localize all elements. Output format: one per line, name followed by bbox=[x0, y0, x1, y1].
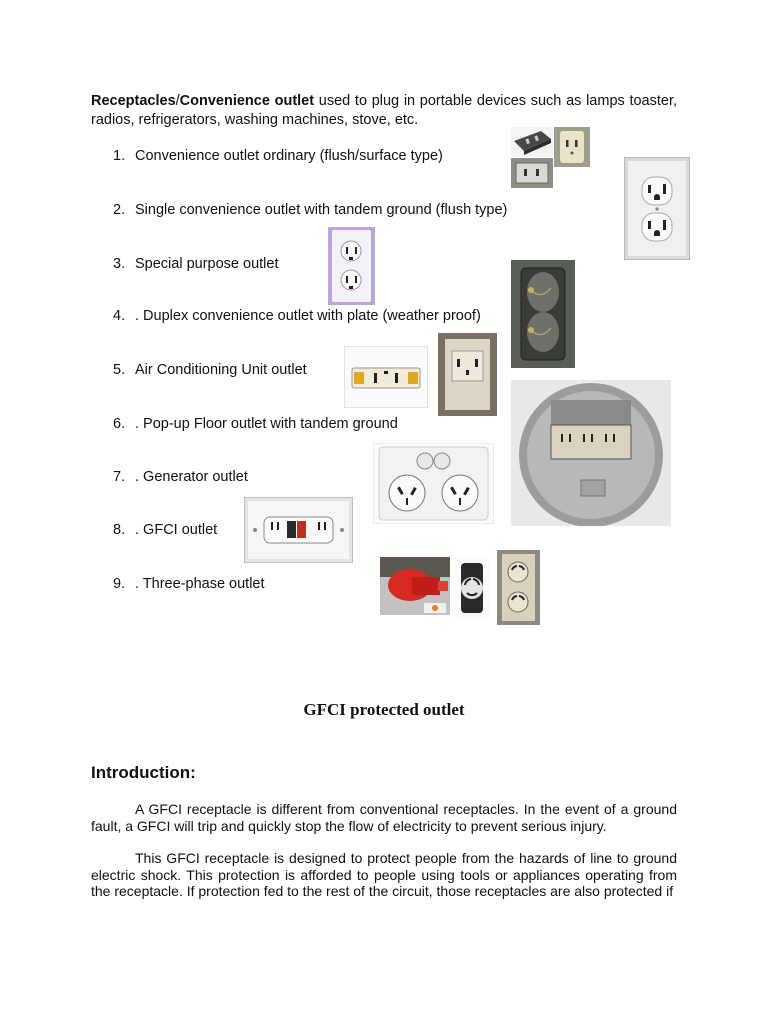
list-item: 7. . Generator outlet bbox=[113, 469, 248, 485]
gfci-outlet-image bbox=[244, 497, 353, 563]
body-paragraph-2: This GFCI receptacle is designed to protect people from the hazards of line to ground electric shock. This protection is afforded to people using tools or appliances operating from the receptacle. If protection fed to the rest of the circuit, those receptacles are also protected if bbox=[91, 850, 677, 899]
list-item: 1. Convenience outlet ordinary (flush/surface type) bbox=[113, 148, 443, 164]
intro-paragraph bbox=[91, 92, 677, 130]
list-item: 8. . GFCI outlet bbox=[113, 522, 218, 538]
list-item: 2. Single convenience outlet with tandem ground (flush type) bbox=[113, 202, 508, 218]
flush-outlet-image bbox=[554, 127, 590, 167]
aircon-outlet-plate-image bbox=[438, 333, 497, 416]
intro-bold-convenience: Convenience outlet bbox=[179, 93, 315, 109]
weatherproof-outlet-image bbox=[511, 260, 575, 368]
introduction-heading: Introduction: bbox=[91, 763, 196, 782]
list-item: 3. Special purpose outlet bbox=[113, 256, 279, 272]
surface-outlet-image bbox=[511, 127, 553, 157]
popup-floor-outlet-image bbox=[511, 380, 671, 526]
single-tandem-outlet-image bbox=[624, 157, 690, 260]
section-title: GFCI protected outlet bbox=[303, 700, 465, 719]
list-item: 5. Air Conditioning Unit outlet bbox=[113, 362, 307, 378]
surface-outlet-small-image bbox=[511, 158, 553, 188]
intro-rest: used to plug in portable devices such as lamps toaster, radios, refrigerators, washing machines, stove, etc. bbox=[91, 93, 678, 128]
intro-bold-receptacles: Receptacles bbox=[91, 93, 176, 109]
three-phase-plug-image bbox=[380, 557, 450, 615]
list-item: 4. . Duplex convenience outlet with plate (weather proof) bbox=[113, 308, 481, 324]
intro-slash: / bbox=[175, 93, 180, 109]
aircon-outlet-image bbox=[344, 346, 428, 408]
special-purpose-outlet-image bbox=[328, 227, 375, 305]
twist-lock-outlet-image bbox=[455, 557, 489, 619]
list-item: 6. . Pop-up Floor outlet with tandem ground bbox=[113, 416, 398, 432]
three-phase-outlet-image bbox=[497, 550, 540, 625]
body-paragraph-1: A GFCI receptacle is different from conventional receptacles. In the event of a ground fault, a GFCI will trip and quickly stop the flow of electricity to prevent serious injury. bbox=[91, 801, 677, 834]
list-item: 9. . Three-phase outlet bbox=[113, 576, 265, 592]
generator-outlet-image bbox=[373, 443, 494, 524]
